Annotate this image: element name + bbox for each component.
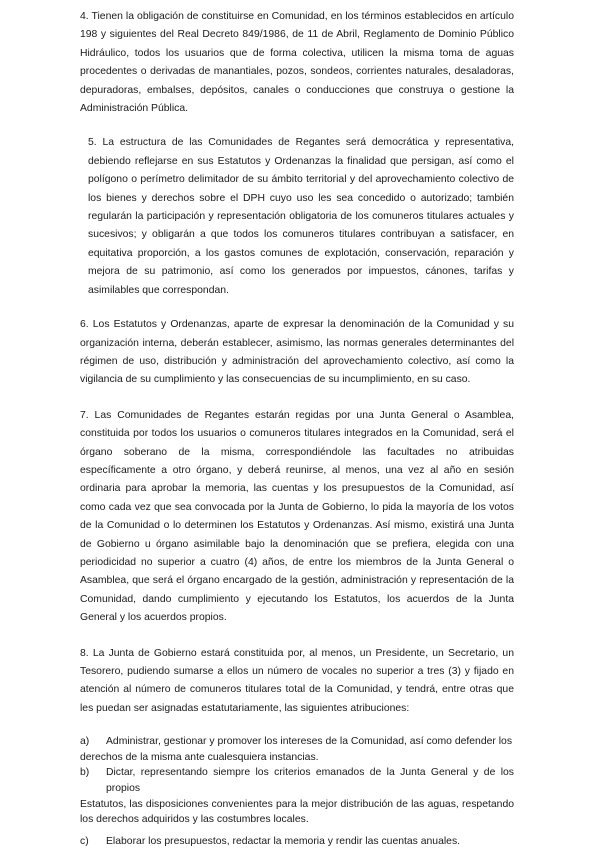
attributions-list xyxy=(80,734,514,849)
paragraph-4: 4. Tienen la obligación de constituirse en Comunidad, en los términos establecidos en artículo 198 y siguientes del Real Decreto 849/1986, de 11 de Abril, Reglamento de Dominio Público Hidráulico, todos los usuarios que de forma colectiva, utilicen la misma toma de aguas procedentes o derivadas de manantiales, pozos, sondeos, corrientes naturales, desaladoras, depuradoras, embalses, depósitos, canales o conducciones que construya o gestione la Administración Pública. xyxy=(80,11,514,115)
list-item-b xyxy=(80,765,514,827)
paragraph-5: 5. La estructura de las Comunidades de Regantes será democrática y representativa, debiendo reflejarse en sus Estatutos y Ordenanzas la finalidad que persigan, así como el polígono o perímetro delimitador de su ámbito territorial y del aprovechamiento colectivo de los bienes y derechos sobre el DPH cuyo uso les sea concedido o autorizado; también regularán la participación y representación obligatoria de los comuneros titulares actuales y sucesivos; y obligarán a que todos los comuneros titulares contribuyan a satisfacer, en equitativa proporción, a los gastos comunes de explotación, conservación, reparación y mejora de su patrimonio, así como los generados por impuestos, cánones, tarifas y asimilables que correspondan. xyxy=(88,137,514,296)
list-item-text: Dictar, representando siempre los criterios emanados de la Junta General y de los propios xyxy=(106,767,514,794)
paragraph-8: 8. La Junta de Gobierno estará constituida por, al menos, un Presidente, un Secretario, un Tesorero, pudiendo sumarse a ellos un número de vocales no superior a tres (3) y fijado en atención al número de comuneros titulares total de la Comunidad, y tendrá, entre otras que les puedan ser asignadas estatutariamente, las siguientes atribuciones: xyxy=(80,647,514,714)
list-marker: b) xyxy=(80,767,90,779)
list-item-continuation: derechos de la misma ante cualesquiera instancias. xyxy=(80,751,319,763)
list-marker: c) xyxy=(80,835,89,847)
list-item-text: Elaborar los presupuestos, redactar la memoria y rendir las cuentas anuales. xyxy=(106,835,461,847)
list-item-c xyxy=(80,834,514,849)
list-item-continuation: Estatutos, las disposiciones convenientes para la mejor distribución de las aguas, respetando los derechos adquiridos y las costumbres locales. xyxy=(80,798,514,826)
paragraph-7: 7. Las Comunidades de Regantes estarán regidas por una Junta General o Asamblea, constituida por todos los usuarios o comuneros titulares integrados en la Comunidad, será el órgano soberano de la misma, correspondiéndole las facultades no atribuidas específicamente a otro órgano, y deberá reunirse, al menos, una vez al año en sesión ordinaria para aprobar la memoria, las cuentas y los presupuestos de la Comunidad, así como cada vez que sea convocada por la Junta de Gobierno, lo pida la mayoría de los votos de la Comunidad o lo determinen los Estatutos y Ordenanzas. Así mismo, existirá una Junta de Gobierno u órgano asimilable bajo la denominación que se prefiera, elegida con una periodicidad no superior a cuatro (4) años, de entre los miembros de la Junta General o Asamblea, que será el órgano encargado de la gestión, administración y representación de la Comunidad, dando cumplimiento y ejecutando los Estatutos, los acuerdos de la Junta General y los acuerdos propios. xyxy=(80,409,514,624)
paragraph-6: 6. Los Estatutos y Ordenanzas, aparte de expresar la denominación de la Comunidad y su organización interna, deberán establecer, asimismo, las normas generales determinantes del régimen de uso, distribución y administración del aprovechamiento colectivo, así como la vigilancia de su cumplimiento y las consecuencias de su incumplimiento, en su caso. xyxy=(80,319,514,386)
list-marker: a) xyxy=(80,736,90,748)
list-item-text: Administrar, gestionar y promover los intereses de la Comunidad, así como defender los xyxy=(106,736,513,748)
list-item-a xyxy=(80,734,514,765)
